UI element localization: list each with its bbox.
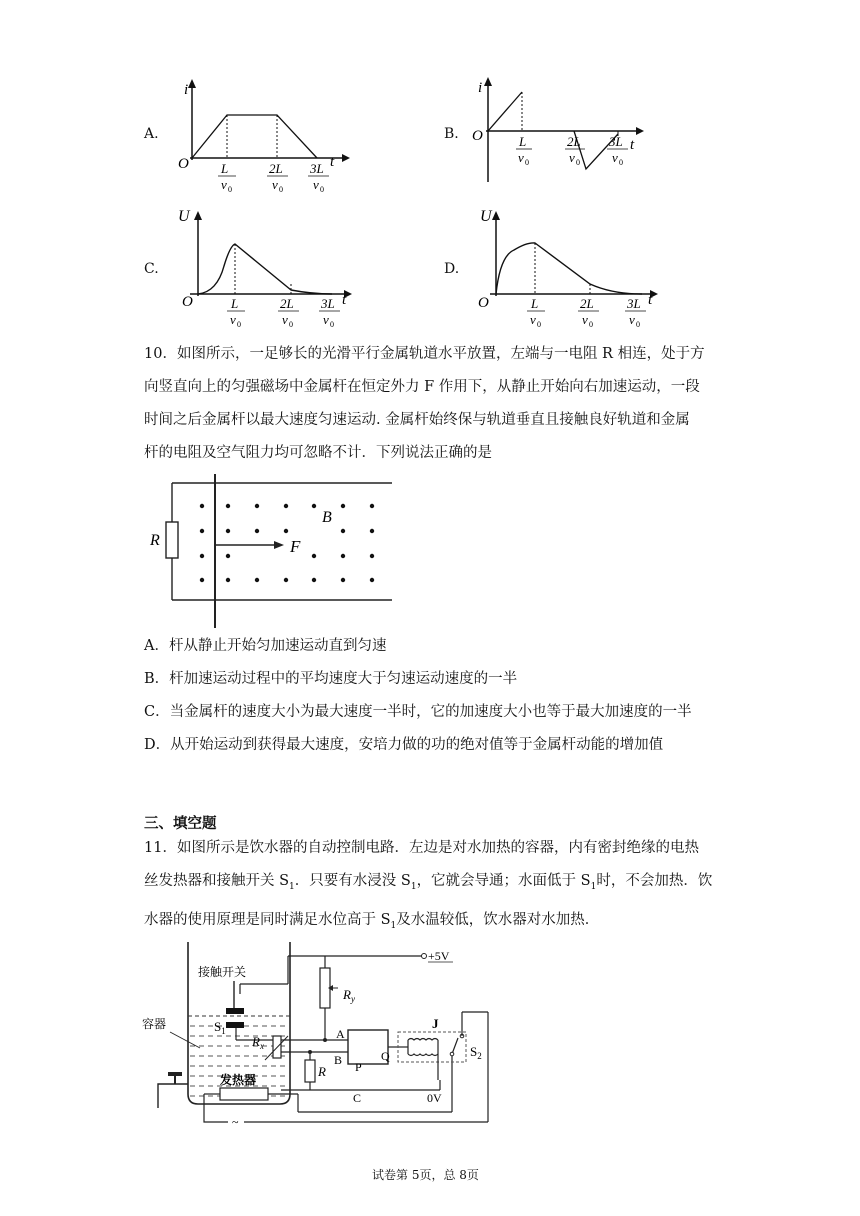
- q10-option-d[interactable]: D．从开始运动到获得最大速度，安培力做的功的绝对值等于金属杆动能的增加值: [144, 737, 664, 753]
- relay-coil-icon: [402, 1039, 438, 1081]
- graph-b: [468, 76, 648, 184]
- svg-text:v: v: [272, 177, 278, 192]
- s1-plate: [226, 1008, 244, 1014]
- ry-label: $R_y$: [343, 987, 355, 1004]
- svg-text:L: L: [519, 134, 527, 149]
- svg-text:v: v: [230, 312, 236, 327]
- svg-text:2L: 2L: [580, 296, 594, 311]
- ac-source-label: ~: [232, 1115, 239, 1129]
- tick-label: [308, 161, 329, 194]
- svg-text:L: L: [221, 161, 229, 176]
- x-axis-label: t: [648, 292, 653, 308]
- q10-stem-line: 时间之后金属杆以最大速度匀速运动. 金属杆始终保与轨道垂直且接触良好轨道和金属: [144, 412, 690, 428]
- container-label: 容器: [142, 1017, 167, 1031]
- node-a-label: A: [336, 1027, 345, 1041]
- q11-stem: [144, 832, 718, 943]
- x-arrow-icon: [342, 154, 350, 162]
- rx-label: $R_x$: [252, 1034, 264, 1051]
- graph-a: [172, 78, 352, 196]
- ground-label: 0V: [427, 1091, 442, 1105]
- current-curve: [192, 115, 317, 158]
- current-curve: [488, 92, 522, 131]
- tick-label: [516, 134, 532, 167]
- supply-label: +5V: [428, 949, 450, 963]
- q10-stem-line: 杆的电阻及空气阻力均可忽略不计．下列说法正确的是: [144, 445, 492, 461]
- svg-text:v: v: [313, 177, 319, 192]
- svg-text:v: v: [518, 150, 524, 165]
- q10-options: [144, 630, 718, 762]
- field-label: B: [322, 509, 332, 526]
- tick-label: [625, 296, 646, 329]
- q11-line: 11．如图所示是饮水器的自动控制电路．左边是对水加热的容器，内有密封绝缘的电热: [144, 840, 699, 856]
- svg-text:0: 0: [619, 158, 623, 167]
- origin-label: O: [472, 128, 483, 144]
- q10-stem-line: 10．如图所示，一足够长的光滑平行金属轨道水平放置，左端与一电阻 R 相连，处于方: [144, 346, 705, 362]
- svg-text:v: v: [612, 150, 618, 165]
- x-arrow-icon: [636, 127, 644, 135]
- graph-d: [472, 206, 662, 330]
- svg-text:0: 0: [576, 158, 580, 167]
- svg-text:3L: 3L: [627, 296, 641, 311]
- svg-text:0: 0: [589, 320, 593, 329]
- gate-p-label: P: [355, 1060, 362, 1074]
- x-axis-label: t: [330, 154, 335, 170]
- s2-label: $S_2$: [470, 1044, 482, 1061]
- node-b-label: B: [334, 1053, 343, 1067]
- contact-switch-label: 接触开关: [198, 965, 247, 979]
- gate-q-label: Q: [381, 1049, 390, 1063]
- section-title: 三、填空题: [144, 816, 217, 832]
- origin-label: O: [178, 156, 189, 172]
- relay-label: J: [432, 1016, 439, 1031]
- r-label: R: [318, 1064, 326, 1079]
- heater: [220, 1088, 268, 1100]
- x-axis-label: t: [630, 137, 635, 153]
- tick-label: [278, 296, 299, 329]
- y-arrow-icon: [188, 79, 196, 88]
- voltage-curve: [198, 244, 332, 294]
- svg-text:v: v: [569, 150, 575, 165]
- resistor-r: [305, 1060, 315, 1082]
- option-c-letter: C.: [144, 261, 159, 277]
- svg-text:0: 0: [228, 185, 232, 194]
- svg-text:2L: 2L: [280, 296, 294, 311]
- y-axis-label: i: [184, 82, 189, 98]
- svg-text:v: v: [221, 177, 227, 192]
- q10-option-b[interactable]: B．杆加速运动过程中的平均速度大于匀速运动速度的一半: [144, 671, 518, 687]
- origin-label: O: [478, 295, 489, 311]
- svg-text:0: 0: [537, 320, 541, 329]
- y-axis-label: U: [178, 208, 190, 225]
- svg-text:L: L: [531, 296, 539, 311]
- faucet: [158, 1084, 188, 1108]
- svg-text:2L: 2L: [269, 161, 283, 176]
- tick-label: [227, 296, 245, 329]
- s1-label: $S_1$: [214, 1019, 226, 1036]
- svg-text:0: 0: [320, 185, 324, 194]
- origin-label: O: [182, 294, 193, 310]
- svg-text:0: 0: [237, 320, 241, 329]
- q11-line: 丝发热器和接触开关 $S_1$．只要有水浸没 $S_1$，它就会导通；水面低于 $S_1$时，不会加热．饮: [144, 873, 713, 892]
- q10-stem-line: 向竖直向上的匀强磁场中金属杆在恒定外力 F 作用下，从静止开始向右加速运动，一段: [144, 379, 700, 395]
- switch-s2: [452, 1038, 458, 1054]
- svg-text:0: 0: [279, 185, 283, 194]
- svg-text:v: v: [323, 312, 329, 327]
- svg-text:0: 0: [330, 320, 334, 329]
- option-d-letter: D.: [444, 261, 460, 277]
- svg-text:2L: 2L: [567, 134, 581, 149]
- tick-label: [565, 134, 585, 167]
- y-axis-label: i: [478, 80, 483, 96]
- option-b-letter: B.: [444, 126, 459, 142]
- page-footer: 试卷第 5页，总 8页: [372, 1168, 479, 1182]
- rail-figure: [144, 470, 394, 630]
- water-dispenser-circuit: [140, 936, 500, 1132]
- s1-plate: [226, 1022, 244, 1028]
- q10-option-c[interactable]: C．当金属杆的速度大小为最大速度一半时，它的加速度大小也等于最大加速度的一半: [144, 704, 692, 720]
- y-arrow-icon: [484, 77, 492, 86]
- svg-text:0: 0: [525, 158, 529, 167]
- tick-label: [218, 161, 236, 194]
- svg-text:v: v: [582, 312, 588, 327]
- voltage-curve: [496, 243, 642, 294]
- svg-text:3L: 3L: [321, 296, 335, 311]
- x-axis-label: t: [342, 292, 347, 308]
- node-c-label: C: [353, 1091, 362, 1105]
- resistor: [166, 522, 178, 558]
- q10-stem: [144, 338, 718, 470]
- y-arrow-icon: [194, 211, 202, 220]
- svg-text:3L: 3L: [609, 134, 623, 149]
- heater-label: 发热器: [220, 1073, 257, 1087]
- tick-label: [578, 296, 599, 329]
- y-arrow-icon: [492, 211, 500, 220]
- force-label: F: [290, 537, 301, 556]
- svg-text:0: 0: [289, 320, 293, 329]
- option-a-letter: A.: [144, 126, 159, 142]
- svg-text:L: L: [231, 296, 239, 311]
- tick-label: [527, 296, 545, 329]
- tick-label: [267, 161, 288, 194]
- q10-option-a[interactable]: A．杆从静止开始匀加速运动直到匀速: [144, 638, 387, 654]
- magnetic-field-dots: [200, 504, 374, 582]
- graph-c: [172, 206, 356, 330]
- tick-label: [607, 134, 628, 167]
- q11-line: 水器的使用原理是同时满足水位高于 $S_1$及水温较低，饮水器对水加热．: [144, 911, 600, 931]
- svg-text:3L: 3L: [310, 161, 324, 176]
- svg-text:v: v: [629, 312, 635, 327]
- y-axis-label: U: [480, 208, 492, 225]
- svg-text:v: v: [530, 312, 536, 327]
- svg-text:0: 0: [636, 320, 640, 329]
- tick-label: [319, 296, 340, 329]
- resistor-label: R: [150, 532, 160, 549]
- svg-text:v: v: [282, 312, 288, 327]
- arrow-right-icon: [274, 541, 284, 549]
